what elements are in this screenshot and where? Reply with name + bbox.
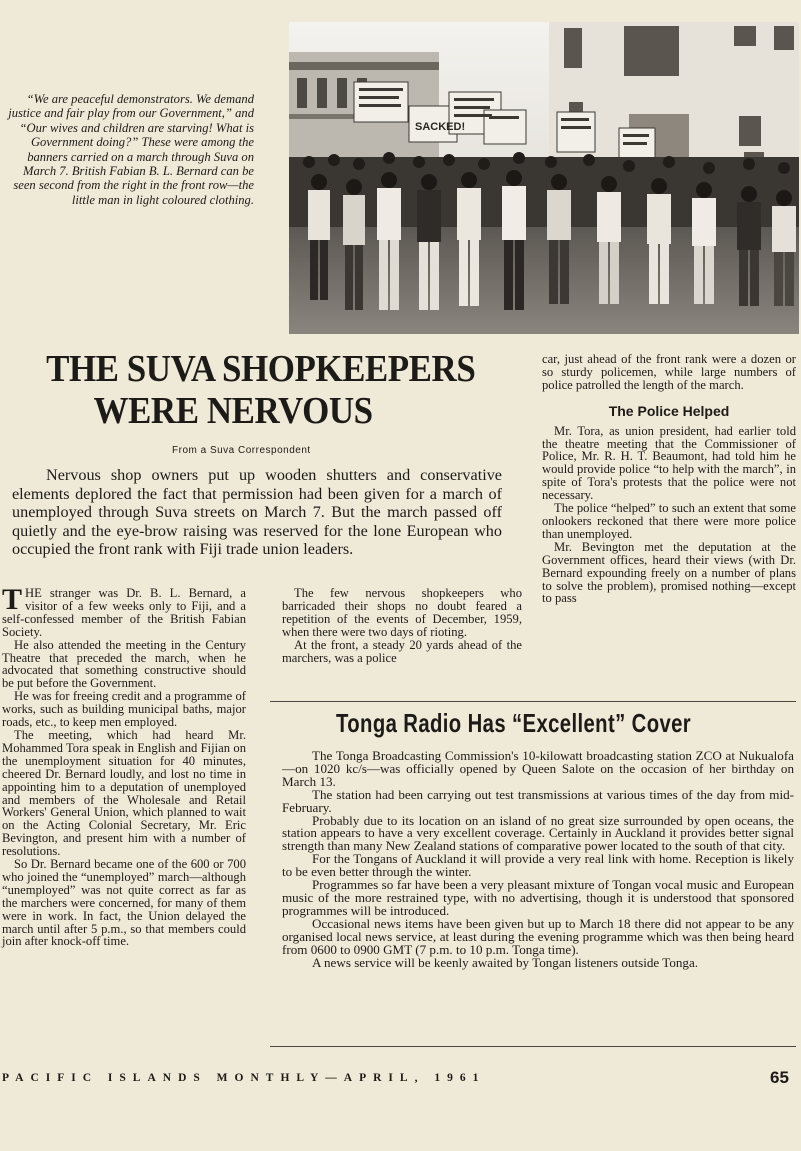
tonga-para-6: Occasional news items have been given but up to March 18 there did not appear to be any organised local news service, at least during the evening programme which was then being heard from 0600 to 0900 GMT (7 p.m. to 10 p.m. Tonga time). bbox=[282, 915, 794, 957]
intro-paragraph: Nervous shop owners put up wooden shutters and conservative elements deplored the fact that permission had been given for a march of unemployed through Suva streets on March 7. But the march passed off quietly and the eye-brow raising was reserved for the lone European who occupied the front rank with Fiji trade union leaders. bbox=[12, 466, 502, 559]
col2-para-2: At the front, a steady 20 yards ahead of the marchers, was a police bbox=[282, 637, 522, 665]
col2-para-1: The few nervous shopkeepers who barricaded their shops no doubt feared a repetition of the events of December, 1959, when there were two days of rioting. bbox=[282, 586, 522, 639]
main-headline bbox=[10, 348, 511, 432]
col1-para-2: He also attended the meeting in the Century Theatre that preceded the march, when he advocated that something constructive should be put before the Government. bbox=[2, 637, 246, 691]
tonga-para-1: The Tonga Broadcasting Commission's 10-kilowatt broadcasting station ZCO at Nukualofa—on 1020 kc/s—was officially opened by Queen Salote on the occasion of her birthday on March 13. bbox=[282, 748, 794, 789]
col1-para-1: HE stranger was Dr. B. L. Bernard, a visitor of a few weeks only to Fiji, and a self-confessed member of the British Fabian Society. bbox=[2, 586, 246, 639]
drop-cap: T bbox=[2, 583, 23, 616]
article-column-1 bbox=[2, 583, 246, 949]
march-photo bbox=[289, 22, 799, 334]
article-column-2 bbox=[282, 587, 522, 664]
police-subhead: The Police Helped bbox=[608, 402, 730, 419]
banner-sacked: SACKED! bbox=[415, 121, 466, 133]
col3-para-3: The police “helped” to such an extent that some onlookers reckoned that there were more police than unemployed. bbox=[542, 501, 796, 541]
tonga-para-4: For the Tongans of Auckland it will provide a very real link with home. Reception is likely to be even better through the winter. bbox=[282, 851, 794, 880]
tonga-article bbox=[282, 750, 794, 969]
col1-para-4: The meeting, which had heard Mr. Mohammed Tora speak in English and Fijian on the unemployment situation for 40 minutes, cheered Dr. Bernard loudly, and lost no time in appointing him to a deputation of unemployed and members of the Wholesale and Retail Workers' General Union, which planned to wait on the Acting Colonial Secretary, Mr. Eric Bevington, and present him with a number of resolutions. bbox=[2, 727, 246, 859]
section-divider-bottom bbox=[270, 1046, 796, 1047]
byline: From a Suva Correspondent bbox=[172, 445, 311, 456]
col3-para-1: car, just ahead of the front rank were a dozen or so sturdy policemen, while large numbers of police patrolled the length of the march. bbox=[542, 352, 796, 392]
photo-caption: “We are peaceful demonstrators. We demand justice and fair play from our Government,” and “Our wives and children are starving! What is Government doing?” These were among the banners carried on a march through Suva on March 7. British Fabian B. L. Bernard can be seen second from the right in the front row—the little man in light coloured clothing. bbox=[8, 92, 254, 207]
col1-para-5: So Dr. Bernard became one of the 600 or 700 who joined the “unemployed” march—although “unemployed” was not quite correct as far as the marchers were concerned, for many of them were in work. In fact, the Union delayed the march until after 5 p.m., so that members could join after knock-off time. bbox=[2, 857, 246, 949]
tonga-para-2: The station had been carrying out test transmissions at various times of the day from mid-February. bbox=[282, 786, 794, 815]
tonga-headline: Tonga Radio Has “Excellent” Cover bbox=[336, 708, 692, 738]
march-photo-image bbox=[289, 22, 799, 334]
headline-line-1: THE SUVA SHOPKEEPERS bbox=[46, 348, 476, 390]
headline-line-2: WERE NERVOUS bbox=[93, 390, 373, 432]
col3-para-2: Mr. Tora, as union president, had earlier told the theatre meeting that the Commissioner of Police, Mr. R. H. T. Beaumont, had told him he would provide police “to help with the march”, in spite of Tora's protests that the police were not necessary. bbox=[542, 423, 796, 503]
tonga-para-7: A news service will be keenly awaited by Tongan listeners outside Tonga. bbox=[312, 954, 699, 970]
magazine-footer: PACIFIC ISLANDS MONTHLY—APRIL, 1961 bbox=[2, 1072, 486, 1084]
tonga-para-3: Probably due to its location on an island of no great size surrounded by open oceans, the station appears to have a very excellent coverage. Certainly in Auckland it provides better signal strength than many New Zealand stations of comparative power located to the south of that city. bbox=[282, 812, 794, 854]
article-column-3 bbox=[542, 353, 796, 605]
col3-para-4: Mr. Bevington met the deputation at the Government offices, heard their views (with Dr. Bernard expounding freely on a number of plans to solve the problem), promised nothing—except to pass bbox=[542, 539, 796, 606]
col1-para-3: He was for freeing credit and a programme of works, such as building municipal baths, major roads, etc., to keep men employed. bbox=[2, 689, 246, 730]
section-divider-top bbox=[270, 701, 796, 702]
tonga-para-5: Programmes so far have been a very pleasant mixture of Tongan vocal music and European music of the more restrained type, with no advertising, though it is understood that sponsored programmes will be introduced. bbox=[282, 877, 794, 918]
page-number: 65 bbox=[770, 1068, 789, 1087]
